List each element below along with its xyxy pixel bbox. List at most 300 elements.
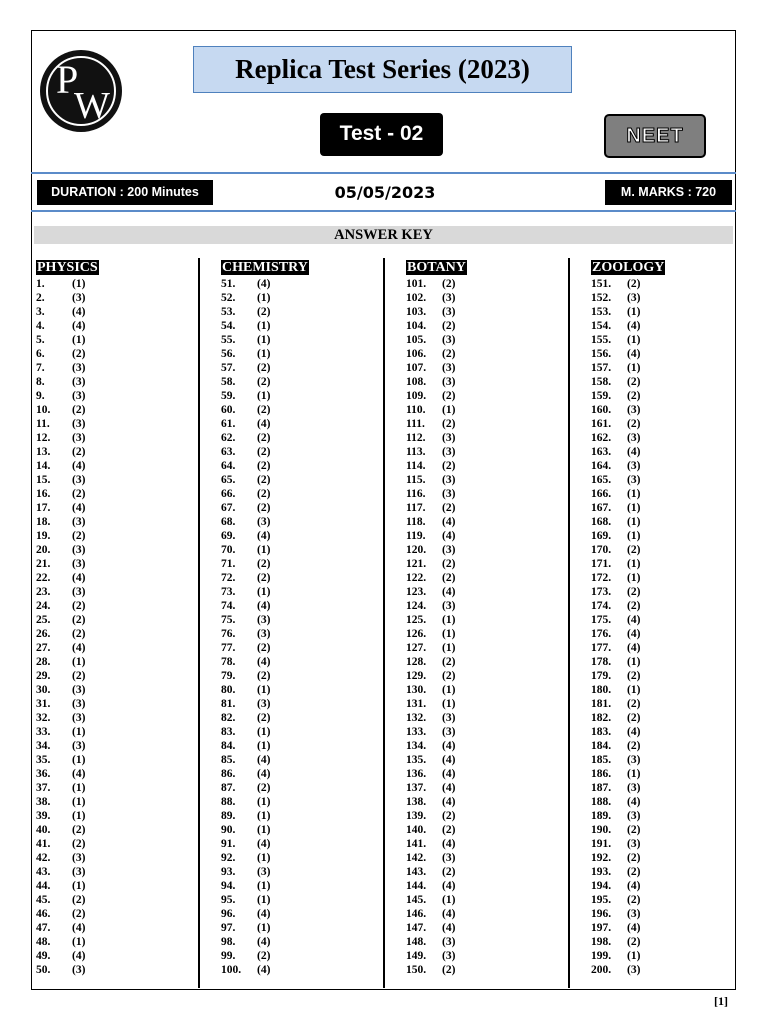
answer-option: (3) bbox=[442, 446, 456, 458]
answer-option: (2) bbox=[442, 964, 456, 976]
answer-row bbox=[36, 501, 99, 515]
answer-row bbox=[591, 417, 665, 431]
answer-row bbox=[406, 711, 467, 725]
answer-option: (3) bbox=[442, 474, 456, 486]
question-number: 13. bbox=[36, 446, 51, 458]
question-number: 113. bbox=[406, 446, 426, 458]
question-number: 180. bbox=[591, 684, 612, 696]
answer-row bbox=[36, 459, 99, 473]
answer-option: (3) bbox=[442, 362, 456, 374]
answer-option: (4) bbox=[627, 880, 641, 892]
question-number: 55. bbox=[221, 334, 236, 346]
answer-row bbox=[36, 655, 99, 669]
answer-row bbox=[591, 459, 665, 473]
answer-row bbox=[406, 599, 467, 613]
question-number: 103. bbox=[406, 306, 427, 318]
answer-row bbox=[36, 837, 99, 851]
answer-option: (1) bbox=[72, 810, 86, 822]
question-number: 90. bbox=[221, 824, 236, 836]
section-title: BOTANY bbox=[407, 260, 466, 275]
answer-option: (4) bbox=[72, 320, 86, 332]
question-number: 86. bbox=[221, 768, 236, 780]
answer-option: (4) bbox=[72, 306, 86, 318]
answer-row bbox=[36, 529, 99, 543]
question-number: 192. bbox=[591, 852, 612, 864]
answer-option: (2) bbox=[442, 418, 456, 430]
answer-option: (3) bbox=[72, 586, 86, 598]
answer-option: (2) bbox=[627, 670, 641, 682]
answer-row bbox=[591, 935, 665, 949]
answer-option: (2) bbox=[257, 460, 271, 472]
answer-option: (1) bbox=[257, 544, 271, 556]
answer-row bbox=[36, 403, 99, 417]
answer-option: (1) bbox=[72, 782, 86, 794]
answer-option: (2) bbox=[627, 824, 641, 836]
answer-option: (3) bbox=[627, 474, 641, 486]
question-number: 175. bbox=[591, 614, 612, 626]
answer-option: (2) bbox=[257, 572, 271, 584]
answer-row bbox=[591, 781, 665, 795]
answer-option: (1) bbox=[627, 362, 641, 374]
answer-option: (1) bbox=[257, 726, 271, 738]
answer-row bbox=[591, 683, 665, 697]
question-number: 118. bbox=[406, 516, 426, 528]
answer-row bbox=[221, 963, 309, 977]
answer-row bbox=[406, 291, 467, 305]
answer-option: (3) bbox=[442, 292, 456, 304]
answer-option: (4) bbox=[627, 348, 641, 360]
answer-row bbox=[406, 809, 467, 823]
question-number: 6. bbox=[36, 348, 45, 360]
answer-row bbox=[406, 347, 467, 361]
question-number: 111. bbox=[406, 418, 425, 430]
answer-row bbox=[36, 921, 99, 935]
answer-row bbox=[221, 445, 309, 459]
answer-option: (1) bbox=[72, 656, 86, 668]
question-number: 164. bbox=[591, 460, 612, 472]
answer-option: (4) bbox=[257, 656, 271, 668]
answer-row bbox=[221, 375, 309, 389]
answer-row bbox=[591, 893, 665, 907]
answer-row bbox=[591, 655, 665, 669]
question-number: 135. bbox=[406, 754, 427, 766]
answer-row bbox=[406, 445, 467, 459]
answer-row bbox=[591, 599, 665, 613]
answer-row bbox=[221, 697, 309, 711]
question-number: 53. bbox=[221, 306, 236, 318]
answer-option: (4) bbox=[442, 922, 456, 934]
section-zoology bbox=[591, 258, 665, 977]
answer-row bbox=[406, 333, 467, 347]
section-title: ZOOLOGY bbox=[592, 260, 665, 275]
answer-option: (2) bbox=[72, 404, 86, 416]
answer-row bbox=[591, 641, 665, 655]
question-number: 199. bbox=[591, 950, 612, 962]
answer-option: (1) bbox=[72, 334, 86, 346]
question-number: 56. bbox=[221, 348, 236, 360]
answer-option: (4) bbox=[442, 782, 456, 794]
answer-option: (2) bbox=[257, 446, 271, 458]
question-number: 69. bbox=[221, 530, 236, 542]
answer-option: (4) bbox=[442, 740, 456, 752]
section-title: CHEMISTRY bbox=[222, 260, 308, 275]
answer-option: (2) bbox=[72, 488, 86, 500]
answer-option: (3) bbox=[257, 614, 271, 626]
question-number: 98. bbox=[221, 936, 236, 948]
answer-row bbox=[221, 823, 309, 837]
answer-row bbox=[406, 613, 467, 627]
answer-row bbox=[221, 319, 309, 333]
answer-row bbox=[221, 627, 309, 641]
question-number: 64. bbox=[221, 460, 236, 472]
answer-option: (4) bbox=[627, 446, 641, 458]
answer-option: (2) bbox=[257, 432, 271, 444]
answer-row bbox=[221, 879, 309, 893]
answer-option: (1) bbox=[442, 628, 456, 640]
question-number: 114. bbox=[406, 460, 426, 472]
answer-row bbox=[221, 935, 309, 949]
answer-row bbox=[221, 949, 309, 963]
answer-option: (1) bbox=[627, 530, 641, 542]
question-number: 73. bbox=[221, 586, 236, 598]
answer-option: (3) bbox=[257, 516, 271, 528]
question-number: 39. bbox=[36, 810, 51, 822]
question-number: 62. bbox=[221, 432, 236, 444]
question-number: 153. bbox=[591, 306, 612, 318]
max-marks-badge: M. MARKS : 720 bbox=[605, 180, 732, 205]
answer-row bbox=[591, 529, 665, 543]
question-number: 117. bbox=[406, 502, 426, 514]
answer-option: (3) bbox=[627, 908, 641, 920]
answer-option: (3) bbox=[627, 810, 641, 822]
question-number: 52. bbox=[221, 292, 236, 304]
question-number: 50. bbox=[36, 964, 51, 976]
answer-option: (1) bbox=[627, 488, 641, 500]
exam-badge: NEET bbox=[604, 114, 706, 158]
answer-row bbox=[406, 921, 467, 935]
question-number: 102. bbox=[406, 292, 427, 304]
answer-option: (2) bbox=[627, 586, 641, 598]
question-number: 156. bbox=[591, 348, 612, 360]
answer-option: (3) bbox=[442, 950, 456, 962]
answer-row bbox=[406, 305, 467, 319]
answer-option: (4) bbox=[72, 642, 86, 654]
question-number: 19. bbox=[36, 530, 51, 542]
question-number: 137. bbox=[406, 782, 427, 794]
answer-row bbox=[591, 879, 665, 893]
answer-option: (1) bbox=[442, 642, 456, 654]
answer-row bbox=[36, 935, 99, 949]
question-number: 105. bbox=[406, 334, 427, 346]
question-number: 188. bbox=[591, 796, 612, 808]
answer-row bbox=[591, 347, 665, 361]
answer-row bbox=[221, 921, 309, 935]
answer-row bbox=[221, 487, 309, 501]
answer-row bbox=[221, 613, 309, 627]
answer-option: (2) bbox=[627, 712, 641, 724]
answer-row bbox=[591, 585, 665, 599]
answer-row bbox=[406, 641, 467, 655]
question-number: 5. bbox=[36, 334, 45, 346]
question-number: 189. bbox=[591, 810, 612, 822]
question-number: 63. bbox=[221, 446, 236, 458]
answer-option: (4) bbox=[72, 460, 86, 472]
answer-option: (1) bbox=[442, 684, 456, 696]
question-number: 127. bbox=[406, 642, 427, 654]
answer-row bbox=[36, 809, 99, 823]
answer-option: (3) bbox=[72, 558, 86, 570]
question-number: 20. bbox=[36, 544, 51, 556]
answer-row bbox=[36, 291, 99, 305]
answer-option: (2) bbox=[257, 474, 271, 486]
answer-option: (1) bbox=[257, 334, 271, 346]
answer-row bbox=[591, 319, 665, 333]
answer-option: (3) bbox=[442, 432, 456, 444]
answer-option: (1) bbox=[257, 922, 271, 934]
question-number: 197. bbox=[591, 922, 612, 934]
answer-option: (2) bbox=[627, 376, 641, 388]
question-number: 28. bbox=[36, 656, 51, 668]
question-number: 88. bbox=[221, 796, 236, 808]
answer-row bbox=[36, 319, 99, 333]
answer-option: (1) bbox=[627, 950, 641, 962]
answer-option: (3) bbox=[257, 866, 271, 878]
answer-option: (2) bbox=[257, 376, 271, 388]
question-number: 142. bbox=[406, 852, 427, 864]
question-number: 121. bbox=[406, 558, 427, 570]
answer-row bbox=[221, 641, 309, 655]
question-number: 61. bbox=[221, 418, 236, 430]
question-number: 112. bbox=[406, 432, 426, 444]
answer-option: (4) bbox=[257, 600, 271, 612]
answer-option: (1) bbox=[257, 684, 271, 696]
question-number: 196. bbox=[591, 908, 612, 920]
answer-row bbox=[591, 305, 665, 319]
question-number: 194. bbox=[591, 880, 612, 892]
divider-bottom bbox=[31, 210, 736, 212]
answer-option: (4) bbox=[257, 768, 271, 780]
answer-row bbox=[36, 711, 99, 725]
answer-row bbox=[221, 725, 309, 739]
question-number: 40. bbox=[36, 824, 51, 836]
answer-row bbox=[406, 879, 467, 893]
question-number: 179. bbox=[591, 670, 612, 682]
answer-row bbox=[221, 389, 309, 403]
question-number: 85. bbox=[221, 754, 236, 766]
answer-option: (1) bbox=[627, 334, 641, 346]
answer-row bbox=[591, 291, 665, 305]
answer-option: (3) bbox=[627, 292, 641, 304]
question-number: 155. bbox=[591, 334, 612, 346]
answer-row bbox=[591, 795, 665, 809]
answer-row bbox=[36, 753, 99, 767]
answer-option: (3) bbox=[72, 684, 86, 696]
question-number: 119. bbox=[406, 530, 426, 542]
column-divider bbox=[568, 258, 570, 988]
question-number: 3. bbox=[36, 306, 45, 318]
question-number: 173. bbox=[591, 586, 612, 598]
answer-row bbox=[36, 557, 99, 571]
answer-option: (2) bbox=[442, 824, 456, 836]
answer-option: (1) bbox=[627, 502, 641, 514]
answer-row bbox=[591, 389, 665, 403]
question-number: 167. bbox=[591, 502, 612, 514]
question-number: 182. bbox=[591, 712, 612, 724]
answer-option: (1) bbox=[257, 390, 271, 402]
question-number: 49. bbox=[36, 950, 51, 962]
answer-option: (3) bbox=[442, 334, 456, 346]
answer-option: (1) bbox=[257, 824, 271, 836]
question-number: 35. bbox=[36, 754, 51, 766]
answer-row bbox=[591, 753, 665, 767]
answer-option: (2) bbox=[627, 936, 641, 948]
answer-option: (1) bbox=[627, 656, 641, 668]
answer-option: (3) bbox=[72, 418, 86, 430]
question-number: 170. bbox=[591, 544, 612, 556]
answer-option: (4) bbox=[442, 754, 456, 766]
question-number: 104. bbox=[406, 320, 427, 332]
question-number: 70. bbox=[221, 544, 236, 556]
answer-row bbox=[221, 837, 309, 851]
question-number: 150. bbox=[406, 964, 427, 976]
answer-option: (2) bbox=[257, 488, 271, 500]
answer-row bbox=[406, 767, 467, 781]
answer-row bbox=[591, 361, 665, 375]
answer-option: (4) bbox=[257, 908, 271, 920]
test-label: Test - 02 bbox=[320, 113, 443, 156]
question-number: 172. bbox=[591, 572, 612, 584]
answer-row bbox=[591, 487, 665, 501]
answer-option: (4) bbox=[442, 796, 456, 808]
answer-row bbox=[36, 431, 99, 445]
question-number: 32. bbox=[36, 712, 51, 724]
question-number: 136. bbox=[406, 768, 427, 780]
answer-row bbox=[36, 613, 99, 627]
answer-row bbox=[406, 501, 467, 515]
question-number: 14. bbox=[36, 460, 51, 472]
question-number: 46. bbox=[36, 908, 51, 920]
answer-option: (3) bbox=[72, 712, 86, 724]
answer-row bbox=[591, 403, 665, 417]
answer-row bbox=[36, 585, 99, 599]
answer-row bbox=[406, 795, 467, 809]
question-number: 92. bbox=[221, 852, 236, 864]
answer-option: (1) bbox=[257, 796, 271, 808]
answer-option: (1) bbox=[257, 810, 271, 822]
answer-option: (2) bbox=[257, 712, 271, 724]
question-number: 10. bbox=[36, 404, 51, 416]
answer-row bbox=[36, 683, 99, 697]
answer-option: (4) bbox=[72, 502, 86, 514]
question-number: 38. bbox=[36, 796, 51, 808]
answer-option: (2) bbox=[257, 404, 271, 416]
answer-option: (4) bbox=[627, 642, 641, 654]
question-number: 47. bbox=[36, 922, 51, 934]
answer-option: (1) bbox=[257, 740, 271, 752]
answer-option: (2) bbox=[72, 894, 86, 906]
answer-option: (2) bbox=[442, 502, 456, 514]
question-number: 108. bbox=[406, 376, 427, 388]
question-number: 124. bbox=[406, 600, 427, 612]
answer-option: (1) bbox=[257, 894, 271, 906]
answer-row bbox=[406, 683, 467, 697]
answer-option: (3) bbox=[442, 712, 456, 724]
answer-row bbox=[221, 347, 309, 361]
question-number: 110. bbox=[406, 404, 426, 416]
question-number: 83. bbox=[221, 726, 236, 738]
answer-row bbox=[221, 291, 309, 305]
answer-row bbox=[406, 487, 467, 501]
answer-option: (1) bbox=[72, 796, 86, 808]
answer-row bbox=[591, 739, 665, 753]
answer-row bbox=[406, 949, 467, 963]
question-number: 158. bbox=[591, 376, 612, 388]
answer-option: (4) bbox=[257, 530, 271, 542]
question-number: 89. bbox=[221, 810, 236, 822]
answer-option: (4) bbox=[257, 754, 271, 766]
answer-row bbox=[221, 851, 309, 865]
answer-option: (2) bbox=[72, 838, 86, 850]
answer-option: (2) bbox=[442, 320, 456, 332]
question-number: 29. bbox=[36, 670, 51, 682]
answer-row bbox=[406, 907, 467, 921]
section-botany bbox=[406, 258, 467, 977]
answer-option: (1) bbox=[627, 516, 641, 528]
question-number: 198. bbox=[591, 936, 612, 948]
answer-row bbox=[591, 851, 665, 865]
answer-option: (2) bbox=[72, 670, 86, 682]
answer-option: (2) bbox=[442, 278, 456, 290]
answer-row bbox=[221, 683, 309, 697]
answer-option: (2) bbox=[627, 740, 641, 752]
answer-row bbox=[221, 431, 309, 445]
question-number: 72. bbox=[221, 572, 236, 584]
answer-row bbox=[221, 739, 309, 753]
answer-row bbox=[591, 697, 665, 711]
answer-row bbox=[591, 613, 665, 627]
question-number: 191. bbox=[591, 838, 612, 850]
question-number: 165. bbox=[591, 474, 612, 486]
answer-option: (2) bbox=[72, 600, 86, 612]
question-number: 107. bbox=[406, 362, 427, 374]
answer-option: (2) bbox=[257, 782, 271, 794]
answer-option: (2) bbox=[257, 502, 271, 514]
question-number: 16. bbox=[36, 488, 51, 500]
answer-option: (3) bbox=[72, 516, 86, 528]
answer-option: (2) bbox=[442, 558, 456, 570]
answer-row bbox=[591, 627, 665, 641]
answer-row bbox=[406, 557, 467, 571]
answer-row bbox=[406, 529, 467, 543]
answer-row bbox=[221, 809, 309, 823]
answer-option: (1) bbox=[627, 684, 641, 696]
question-number: 9. bbox=[36, 390, 45, 402]
exam-date: 05/05/2023 bbox=[334, 183, 436, 202]
answer-option: (3) bbox=[442, 726, 456, 738]
answer-option: (4) bbox=[257, 964, 271, 976]
question-number: 176. bbox=[591, 628, 612, 640]
answer-option: (3) bbox=[257, 628, 271, 640]
question-number: 168. bbox=[591, 516, 612, 528]
answer-option: (1) bbox=[627, 306, 641, 318]
question-number: 18. bbox=[36, 516, 51, 528]
page-number: [1] bbox=[714, 994, 728, 1008]
question-number: 77. bbox=[221, 642, 236, 654]
answer-option: (3) bbox=[442, 488, 456, 500]
answer-row bbox=[36, 571, 99, 585]
answer-row bbox=[406, 361, 467, 375]
answer-row bbox=[36, 445, 99, 459]
